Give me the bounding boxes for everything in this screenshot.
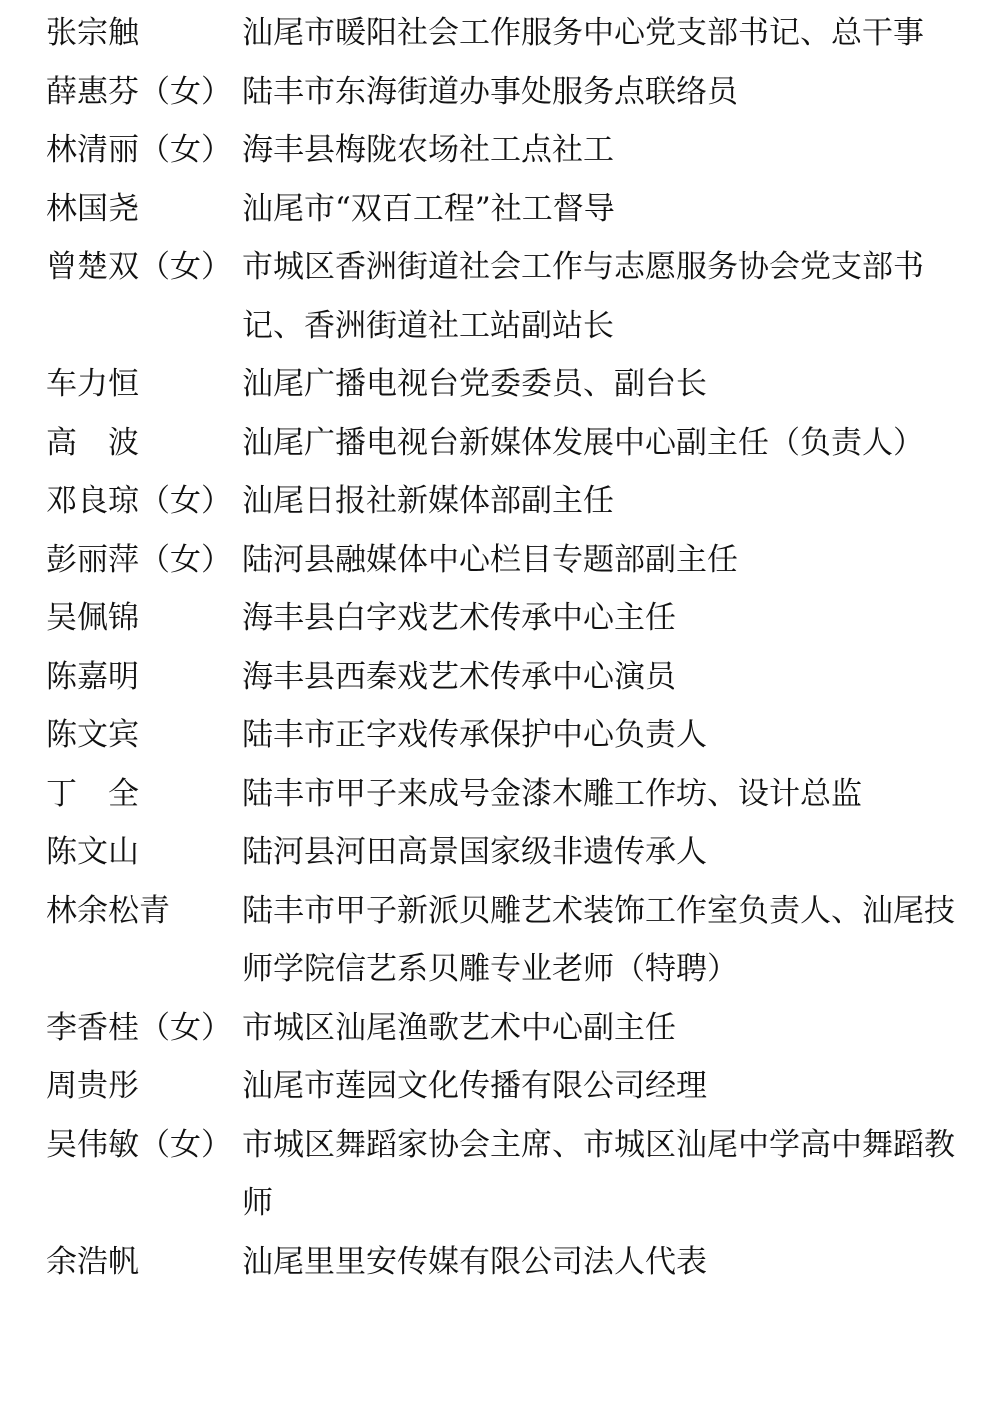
list-item (46, 1057, 956, 1116)
list-item (46, 414, 956, 473)
person-role: 汕尾市暖阳社会工作服务中心党支部书记、总干事 (242, 15, 924, 51)
person-role: 汕尾市“双百工程”社工督导 (242, 190, 615, 227)
list-item (46, 238, 956, 355)
person-role: 海丰县白字戏艺术传承中心主任 (242, 600, 676, 636)
person-name: 余浩帆 (46, 1243, 139, 1280)
person-name: 曾楚双（女） (46, 249, 232, 285)
person-name: 陈嘉明 (46, 658, 139, 695)
person-name: 李香桂（女） (46, 1009, 232, 1046)
person-name: 陈文宾 (46, 717, 139, 753)
person-role: 陆丰市东海街道办事处服务点联络员 (242, 73, 738, 110)
person-name: 林余松青 (46, 892, 170, 929)
person-name: 邓良琼（女） (46, 483, 232, 519)
personnel-list (46, 4, 956, 1291)
person-role: 市城区香洲街道社会工作与志愿服务协会党支部书记、香洲街道社工站副站长 (242, 249, 924, 344)
list-item (46, 180, 956, 239)
list-item (46, 121, 956, 180)
list-item (46, 63, 956, 122)
person-name: 车力恒 (46, 366, 139, 402)
person-role: 市城区舞蹈家协会主席、市城区汕尾中学高中舞蹈教师 (242, 1126, 955, 1221)
person-role: 海丰县梅陇农场社工点社工 (242, 132, 614, 168)
person-name: 薛惠芬（女） (46, 73, 232, 110)
person-role: 陆丰市甲子来成号金漆木雕工作坊、设计总监 (242, 775, 862, 812)
list-item (46, 531, 956, 590)
person-name: 林清丽（女） (46, 132, 232, 168)
person-name: 周贵彤 (46, 1068, 139, 1104)
list-item (46, 706, 956, 765)
list-item (46, 472, 956, 531)
list-item (46, 648, 956, 707)
person-name: 吴佩锦 (46, 600, 139, 636)
person-role: 汕尾广播电视台新媒体发展中心副主任（负责人） (242, 424, 924, 461)
person-role: 陆丰市正字戏传承保护中心负责人 (242, 717, 707, 753)
person-role: 市城区汕尾渔歌艺术中心副主任 (242, 1009, 676, 1046)
person-role: 陆河县融媒体中心栏目专题部副主任 (242, 541, 738, 578)
list-item (46, 355, 956, 414)
person-role: 汕尾广播电视台党委委员、副台长 (242, 366, 707, 402)
person-name: 张宗触 (46, 15, 139, 51)
person-role: 汕尾里里安传媒有限公司法人代表 (242, 1243, 707, 1280)
person-role: 汕尾日报社新媒体部副主任 (242, 483, 614, 519)
person-role: 陆河县河田高景国家级非遗传承人 (242, 834, 707, 870)
list-item (46, 999, 956, 1058)
person-name: 丁 全 (46, 775, 139, 812)
list-item (46, 823, 956, 882)
list-item (46, 1116, 956, 1233)
list-item (46, 589, 956, 648)
person-name: 吴伟敏（女） (46, 1126, 232, 1163)
person-role: 陆丰市甲子新派贝雕艺术装饰工作室负责人、汕尾技师学院信艺系贝雕专业老师（特聘） (242, 892, 955, 987)
person-role: 海丰县西秦戏艺术传承中心演员 (242, 658, 676, 695)
person-name: 林国尧 (46, 190, 139, 227)
list-item (46, 765, 956, 824)
person-name: 彭丽萍（女） (46, 541, 232, 578)
list-item (46, 1233, 956, 1292)
person-role: 汕尾市莲园文化传播有限公司经理 (242, 1068, 707, 1104)
list-item (46, 4, 956, 63)
person-name: 陈文山 (46, 834, 139, 870)
person-name: 高 波 (46, 424, 139, 461)
list-item (46, 882, 956, 999)
